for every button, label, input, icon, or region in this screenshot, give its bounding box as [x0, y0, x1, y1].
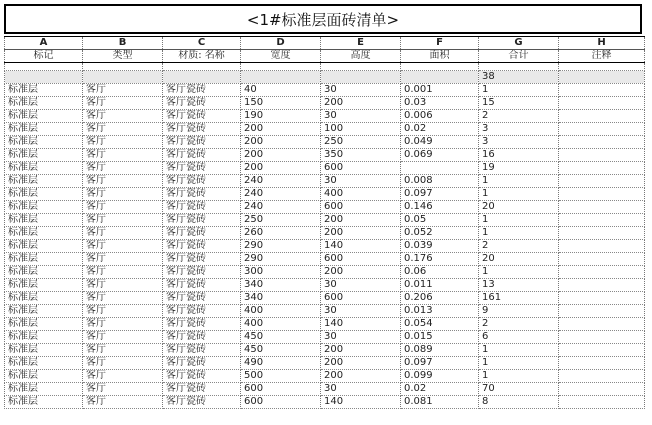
cell-count[interactable]: 1	[479, 344, 559, 357]
cell-material-name[interactable]: 客厅瓷砖	[163, 318, 241, 331]
cell-mark[interactable]: 标准层	[5, 344, 83, 357]
group-cell-type[interactable]	[83, 71, 163, 84]
cell-type[interactable]: 客厅	[83, 253, 163, 266]
cell-height[interactable]: 200	[321, 344, 401, 357]
cell-material-name[interactable]: 客厅瓷砖	[163, 97, 241, 110]
group-cell-area[interactable]	[401, 71, 479, 84]
cell-count[interactable]: 1	[479, 175, 559, 188]
cell-width[interactable]: 240	[241, 175, 321, 188]
cell-type[interactable]: 客厅	[83, 357, 163, 370]
cell-material-name[interactable]: 客厅瓷砖	[163, 84, 241, 97]
cell-width[interactable]: 150	[241, 97, 321, 110]
cell-type[interactable]: 客厅	[83, 331, 163, 344]
table-row[interactable]	[5, 240, 645, 253]
table-row[interactable]	[5, 396, 645, 409]
cell-comment[interactable]	[559, 331, 645, 344]
cell-height[interactable]: 400	[321, 188, 401, 201]
cell-material-name[interactable]: 客厅瓷砖	[163, 292, 241, 305]
cell-material-name[interactable]: 客厅瓷砖	[163, 305, 241, 318]
cell-count[interactable]: 3	[479, 136, 559, 149]
table-row[interactable]	[5, 136, 645, 149]
column-header-type[interactable]: 类型	[83, 50, 163, 63]
cell-height[interactable]: 30	[321, 305, 401, 318]
table-row[interactable]	[5, 84, 645, 97]
cell-mark[interactable]: 标准层	[5, 123, 83, 136]
cell-width[interactable]: 250	[241, 214, 321, 227]
cell-count[interactable]: 9	[479, 305, 559, 318]
cell-mark[interactable]: 标准层	[5, 253, 83, 266]
cell-area[interactable]: 0.001	[401, 84, 479, 97]
cell-area[interactable]: 0.206	[401, 292, 479, 305]
cell-material-name[interactable]: 客厅瓷砖	[163, 240, 241, 253]
cell-material-name[interactable]: 客厅瓷砖	[163, 201, 241, 214]
cell-width[interactable]: 200	[241, 123, 321, 136]
cell-mark[interactable]: 标准层	[5, 84, 83, 97]
cell-area[interactable]: 0.02	[401, 383, 479, 396]
cell-material-name[interactable]: 客厅瓷砖	[163, 396, 241, 409]
column-letter-g[interactable]: G	[479, 37, 559, 50]
cell-height[interactable]: 200	[321, 266, 401, 279]
cell-width[interactable]: 40	[241, 84, 321, 97]
cell-count[interactable]: 6	[479, 331, 559, 344]
cell-comment[interactable]	[559, 188, 645, 201]
cell-comment[interactable]	[559, 279, 645, 292]
cell-area[interactable]: 0.052	[401, 227, 479, 240]
cell-count[interactable]: 1	[479, 266, 559, 279]
cell-area[interactable]: 0.06	[401, 266, 479, 279]
cell-type[interactable]: 客厅	[83, 175, 163, 188]
cell-area[interactable]: 0.049	[401, 136, 479, 149]
cell-type[interactable]: 客厅	[83, 162, 163, 175]
cell-mark[interactable]: 标准层	[5, 188, 83, 201]
column-letter-c[interactable]: C	[163, 37, 241, 50]
cell-mark[interactable]: 标准层	[5, 370, 83, 383]
cell-mark[interactable]: 标准层	[5, 279, 83, 292]
cell-type[interactable]: 客厅	[83, 292, 163, 305]
table-row[interactable]	[5, 318, 645, 331]
cell-count[interactable]: 3	[479, 123, 559, 136]
cell-height[interactable]: 250	[321, 136, 401, 149]
cell-comment[interactable]	[559, 318, 645, 331]
cell-comment[interactable]	[559, 149, 645, 162]
cell-width[interactable]: 240	[241, 201, 321, 214]
column-header-count[interactable]: 合计	[479, 50, 559, 63]
cell-count[interactable]: 1	[479, 357, 559, 370]
cell-comment[interactable]	[559, 136, 645, 149]
cell-mark[interactable]: 标准层	[5, 175, 83, 188]
cell-area[interactable]	[401, 162, 479, 175]
cell-type[interactable]: 客厅	[83, 383, 163, 396]
table-row[interactable]	[5, 253, 645, 266]
cell-comment[interactable]	[559, 175, 645, 188]
cell-type[interactable]: 客厅	[83, 396, 163, 409]
cell-area[interactable]: 0.015	[401, 331, 479, 344]
cell-material-name[interactable]: 客厅瓷砖	[163, 136, 241, 149]
table-row[interactable]	[5, 188, 645, 201]
cell-mark[interactable]: 标准层	[5, 240, 83, 253]
cell-type[interactable]: 客厅	[83, 149, 163, 162]
cell-height[interactable]: 600	[321, 292, 401, 305]
cell-type[interactable]: 客厅	[83, 110, 163, 123]
cell-mark[interactable]: 标准层	[5, 227, 83, 240]
cell-type[interactable]: 客厅	[83, 214, 163, 227]
cell-count[interactable]: 1	[479, 84, 559, 97]
cell-count[interactable]: 1	[479, 214, 559, 227]
schedule-table	[4, 36, 645, 409]
cell-mark[interactable]: 标准层	[5, 331, 83, 344]
cell-type[interactable]: 客厅	[83, 318, 163, 331]
cell-height[interactable]: 600	[321, 253, 401, 266]
table-row[interactable]	[5, 123, 645, 136]
cell-height[interactable]: 600	[321, 162, 401, 175]
column-letter-b[interactable]: B	[83, 37, 163, 50]
cell-count[interactable]: 2	[479, 240, 559, 253]
cell-area[interactable]: 0.013	[401, 305, 479, 318]
cell-width[interactable]: 200	[241, 162, 321, 175]
cell-comment[interactable]	[559, 292, 645, 305]
column-header-mark[interactable]: 标记	[5, 50, 83, 63]
cell-width[interactable]: 260	[241, 227, 321, 240]
cell-type[interactable]: 客厅	[83, 97, 163, 110]
group-cell-mark[interactable]	[5, 71, 83, 84]
schedule-title: <1#标准层面砖清单>	[4, 4, 642, 34]
cell-material-name[interactable]: 客厅瓷砖	[163, 253, 241, 266]
cell-area[interactable]: 0.081	[401, 396, 479, 409]
cell-height[interactable]: 30	[321, 383, 401, 396]
group-cell-height[interactable]	[321, 71, 401, 84]
table-row[interactable]	[5, 214, 645, 227]
cell-width[interactable]: 450	[241, 344, 321, 357]
cell-material-name[interactable]: 客厅瓷砖	[163, 279, 241, 292]
cell-comment[interactable]	[559, 84, 645, 97]
cell-height[interactable]: 200	[321, 227, 401, 240]
cell-comment[interactable]	[559, 201, 645, 214]
cell-width[interactable]: 450	[241, 331, 321, 344]
cell-material-name[interactable]: 客厅瓷砖	[163, 357, 241, 370]
cell-height[interactable]: 200	[321, 357, 401, 370]
cell-material-name[interactable]: 客厅瓷砖	[163, 175, 241, 188]
cell-width[interactable]: 240	[241, 188, 321, 201]
cell-area[interactable]: 0.02	[401, 123, 479, 136]
cell-count[interactable]: 1	[479, 370, 559, 383]
cell-mark[interactable]: 标准层	[5, 162, 83, 175]
cell-material-name[interactable]: 客厅瓷砖	[163, 188, 241, 201]
cell-width[interactable]: 200	[241, 149, 321, 162]
cell-mark[interactable]: 标准层	[5, 110, 83, 123]
table-row[interactable]	[5, 383, 645, 396]
cell-count[interactable]: 19	[479, 162, 559, 175]
cell-comment[interactable]	[559, 396, 645, 409]
cell-height[interactable]: 600	[321, 201, 401, 214]
cell-width[interactable]: 600	[241, 383, 321, 396]
cell-material-name[interactable]: 客厅瓷砖	[163, 266, 241, 279]
column-letter-f[interactable]: F	[401, 37, 479, 50]
cell-width[interactable]: 500	[241, 370, 321, 383]
table-row[interactable]	[5, 175, 645, 188]
column-header-width[interactable]: 宽度	[241, 50, 321, 63]
table-row[interactable]	[5, 344, 645, 357]
cell-width[interactable]: 600	[241, 396, 321, 409]
cell-comment[interactable]	[559, 266, 645, 279]
cell-height[interactable]: 30	[321, 331, 401, 344]
cell-type[interactable]: 客厅	[83, 188, 163, 201]
cell-height[interactable]: 100	[321, 123, 401, 136]
cell-area[interactable]: 0.05	[401, 214, 479, 227]
cell-count[interactable]: 2	[479, 318, 559, 331]
column-letter-d[interactable]: D	[241, 37, 321, 50]
cell-count[interactable]: 2	[479, 110, 559, 123]
schedule-body	[5, 63, 645, 409]
cell-mark[interactable]: 标准层	[5, 136, 83, 149]
cell-type[interactable]: 客厅	[83, 305, 163, 318]
cell-count[interactable]: 70	[479, 383, 559, 396]
cell-type[interactable]: 客厅	[83, 201, 163, 214]
cell-mark[interactable]: 标准层	[5, 149, 83, 162]
table-row[interactable]	[5, 201, 645, 214]
cell-mark[interactable]: 标准层	[5, 97, 83, 110]
table-row[interactable]	[5, 266, 645, 279]
cell-height[interactable]: 350	[321, 149, 401, 162]
column-header-height[interactable]: 高度	[321, 50, 401, 63]
cell-height[interactable]: 30	[321, 110, 401, 123]
cell-area[interactable]: 0.097	[401, 188, 479, 201]
cell-comment[interactable]	[559, 110, 645, 123]
cell-comment[interactable]	[559, 253, 645, 266]
column-letter-e[interactable]: E	[321, 37, 401, 50]
cell-height[interactable]: 200	[321, 97, 401, 110]
cell-type[interactable]: 客厅	[83, 136, 163, 149]
group-cell-width[interactable]	[241, 71, 321, 84]
cell-comment[interactable]	[559, 344, 645, 357]
table-row[interactable]	[5, 292, 645, 305]
cell-height[interactable]: 30	[321, 279, 401, 292]
table-row[interactable]	[5, 357, 645, 370]
cell-comment[interactable]	[559, 227, 645, 240]
cell-type[interactable]: 客厅	[83, 240, 163, 253]
cell-mark[interactable]: 标准层	[5, 383, 83, 396]
column-header-row	[5, 50, 645, 63]
cell-material-name[interactable]: 客厅瓷砖	[163, 149, 241, 162]
cell-type[interactable]: 客厅	[83, 279, 163, 292]
cell-material-name[interactable]: 客厅瓷砖	[163, 383, 241, 396]
table-row[interactable]	[5, 110, 645, 123]
cell-comment[interactable]	[559, 383, 645, 396]
cell-type[interactable]: 客厅	[83, 123, 163, 136]
cell-mark[interactable]: 标准层	[5, 292, 83, 305]
cell-material-name[interactable]: 客厅瓷砖	[163, 344, 241, 357]
column-header-area[interactable]: 面积	[401, 50, 479, 63]
group-header-row[interactable]	[5, 71, 645, 84]
cell-area[interactable]: 0.089	[401, 344, 479, 357]
cell-count[interactable]: 20	[479, 201, 559, 214]
cell-area[interactable]: 0.054	[401, 318, 479, 331]
cell-count[interactable]: 15	[479, 97, 559, 110]
cell-comment[interactable]	[559, 214, 645, 227]
cell-width[interactable]: 290	[241, 253, 321, 266]
table-row[interactable]	[5, 370, 645, 383]
cell-area[interactable]: 0.008	[401, 175, 479, 188]
cell-type[interactable]: 客厅	[83, 266, 163, 279]
cell-count[interactable]: 20	[479, 253, 559, 266]
cell-width[interactable]: 300	[241, 266, 321, 279]
cell-mark[interactable]: 标准层	[5, 318, 83, 331]
cell-width[interactable]: 190	[241, 110, 321, 123]
cell-area[interactable]: 0.011	[401, 279, 479, 292]
cell-count[interactable]: 1	[479, 227, 559, 240]
cell-area[interactable]: 0.006	[401, 110, 479, 123]
cell-width[interactable]: 200	[241, 136, 321, 149]
cell-material-name[interactable]: 客厅瓷砖	[163, 214, 241, 227]
cell-type[interactable]: 客厅	[83, 84, 163, 97]
cell-height[interactable]: 30	[321, 175, 401, 188]
column-letter-a[interactable]: A	[5, 37, 83, 50]
cell-area[interactable]: 0.039	[401, 240, 479, 253]
cell-type[interactable]: 客厅	[83, 370, 163, 383]
cell-material-name[interactable]: 客厅瓷砖	[163, 331, 241, 344]
cell-area[interactable]: 0.069	[401, 149, 479, 162]
cell-area[interactable]: 0.176	[401, 253, 479, 266]
cell-mark[interactable]: 标准层	[5, 266, 83, 279]
cell-material-name[interactable]: 客厅瓷砖	[163, 227, 241, 240]
cell-type[interactable]: 客厅	[83, 227, 163, 240]
cell-count[interactable]: 13	[479, 279, 559, 292]
cell-width[interactable]: 400	[241, 318, 321, 331]
cell-area[interactable]: 0.099	[401, 370, 479, 383]
column-header-material-name[interactable]: 材质: 名称	[163, 50, 241, 63]
cell-comment[interactable]	[559, 357, 645, 370]
cell-width[interactable]: 490	[241, 357, 321, 370]
table-row[interactable]	[5, 227, 645, 240]
table-row[interactable]	[5, 149, 645, 162]
cell-comment[interactable]	[559, 123, 645, 136]
table-row[interactable]	[5, 305, 645, 318]
cell-material-name[interactable]: 客厅瓷砖	[163, 110, 241, 123]
cell-width[interactable]: 340	[241, 292, 321, 305]
cell-count[interactable]: 8	[479, 396, 559, 409]
cell-comment[interactable]	[559, 97, 645, 110]
table-row[interactable]	[5, 331, 645, 344]
cell-comment[interactable]	[559, 305, 645, 318]
cell-area[interactable]: 0.146	[401, 201, 479, 214]
cell-area[interactable]: 0.097	[401, 357, 479, 370]
cell-height[interactable]: 140	[321, 396, 401, 409]
column-header-comment[interactable]: 注释	[559, 50, 645, 63]
group-cell-comment[interactable]	[559, 71, 645, 84]
cell-count[interactable]: 1	[479, 188, 559, 201]
column-letter-h[interactable]: H	[559, 37, 645, 50]
cell-type[interactable]: 客厅	[83, 344, 163, 357]
spacer-row	[5, 63, 645, 71]
cell-material-name[interactable]: 客厅瓷砖	[163, 123, 241, 136]
cell-height[interactable]: 200	[321, 214, 401, 227]
cell-height[interactable]: 200	[321, 370, 401, 383]
cell-width[interactable]: 290	[241, 240, 321, 253]
table-row[interactable]	[5, 162, 645, 175]
cell-mark[interactable]: 标准层	[5, 396, 83, 409]
column-letter-row	[5, 37, 645, 50]
cell-mark[interactable]: 标准层	[5, 305, 83, 318]
cell-width[interactable]: 340	[241, 279, 321, 292]
cell-count[interactable]: 16	[479, 149, 559, 162]
group-cell-material-name[interactable]	[163, 71, 241, 84]
cell-width[interactable]: 400	[241, 305, 321, 318]
cell-mark[interactable]: 标准层	[5, 214, 83, 227]
cell-mark[interactable]: 标准层	[5, 201, 83, 214]
cell-count[interactable]: 161	[479, 292, 559, 305]
cell-area[interactable]: 0.03	[401, 97, 479, 110]
cell-comment[interactable]	[559, 162, 645, 175]
table-row[interactable]	[5, 97, 645, 110]
cell-comment[interactable]	[559, 370, 645, 383]
cell-material-name[interactable]: 客厅瓷砖	[163, 162, 241, 175]
cell-height[interactable]: 30	[321, 84, 401, 97]
cell-height[interactable]: 140	[321, 318, 401, 331]
table-row[interactable]	[5, 279, 645, 292]
group-cell-count[interactable]: 38	[479, 71, 559, 84]
cell-mark[interactable]: 标准层	[5, 357, 83, 370]
cell-comment[interactable]	[559, 240, 645, 253]
cell-height[interactable]: 140	[321, 240, 401, 253]
cell-material-name[interactable]: 客厅瓷砖	[163, 370, 241, 383]
